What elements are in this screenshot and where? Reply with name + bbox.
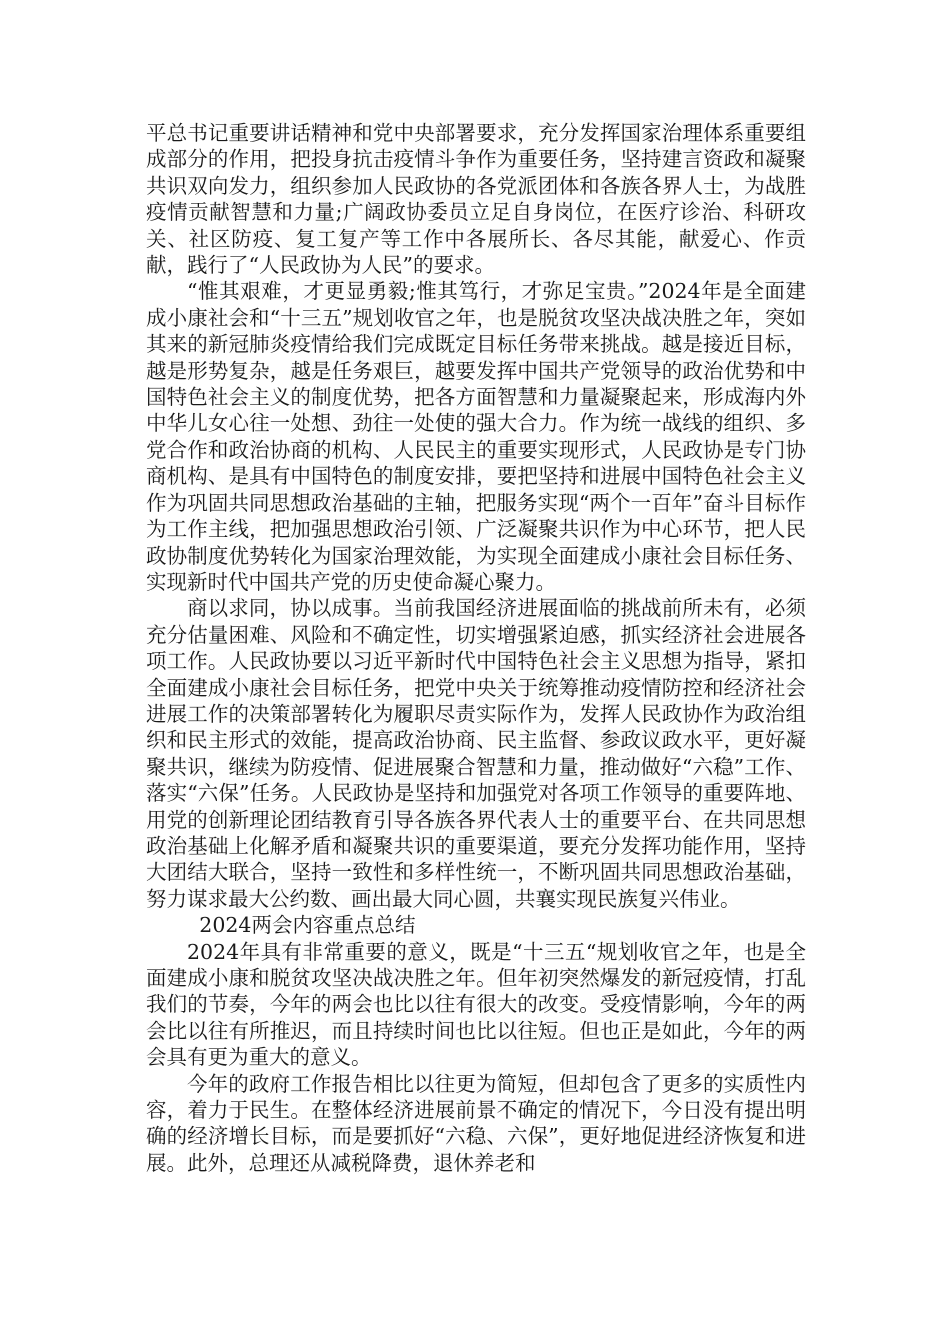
- paragraph-continued: 平总书记重要讲话精神和党中央部署要求，充分发挥国家治理体系重要组成部分的作用，把投身抗击疫情斗争作为重要任务，坚持建言资政和凝聚共识双向发力，组织参加人民政协的各党派团体和各族各界人士，为战胜疫情贡献智慧和力量;广阔政协委员立足自身岗位，在医疗诊治、科研攻关、社区防疫、复工复产等工作中各展所长、各尽其能，献爱心、作贡献，践行了“人民政协为人民”的要求。: [146, 121, 806, 278]
- section-heading: 2024两会内容重点总结: [199, 913, 416, 938]
- paragraph-consultation: 商以求同，协以成事。当前我国经济进展面临的挑战前所未有，必须充分估量困难、风险和不确定性，切实增强紧迫感，抓实经济社会进展各项工作。人民政协要以习近平新时代中国特色社会主义思想为指导，紧扣全面建成小康社会目标任务，把党中央关于统筹推动疫情防控和经济社会进展工作的决策部署转化为履职尽责实际作为，发挥人民政协作为政治组织和民主形式的效能，提高政治协商、民主监督、参政议政水平，更好凝聚共识，继续为防疫情、促进展聚合智慧和力量，推动做好“六稳”工作、落实“六保”任务。人民政协是坚持和加强党对各项工作领导的重要阵地、用党的创新理论团结教育引导各族各界代表人士的重要平台、在共同思想政治基础上化解矛盾和凝聚共识的重要渠道，要充分发挥功能作用，坚持大团结大联合，坚持一致性和多样性统一，不断巩固共同思想政治基础，努力谋求最大公约数、画出最大同心圆，共襄实现民族复兴伟业。: [146, 596, 806, 911]
- document-page: [146, 120, 806, 1176]
- section-paragraph-significance: 2024年具有非常重要的意义，既是“十三五“规划收官之年，也是全面建成小康和脱贫攻坚决战决胜之年。但年初突然爆发的新冠疫情，打乱我们的节奏，今年的两会也比以往有很大的改变。受疫情影响，今年的两会比以往有所推迟，而且持续时间也比以往短。但也正是如此，今年的两会具有更为重大的意义。: [146, 939, 806, 1070]
- section-paragraph-report: 今年的政府工作报告相比以往更为简短，但却包含了更多的实质性内容，着力于民生。在整体经济进展前景不确定的情况下，今日没有提出明确的经济增长目标，而是要抓好“六稳、六保”，更好地促进经济恢复和进展。此外，总理还从减税降费，退休养老和: [146, 1071, 806, 1175]
- paragraph-quote: “惟其艰难，才更显勇毅;惟其笃行，才弥足宝贵。”2024年是全面建成小康社会和“十三五”规划收官之年，也是脱贫攻坚决战决胜之年，突如其来的新冠肺炎疫情给我们完成既定目标任务带来挑战。越是接近目标，越是形势复杂，越是任务艰巨，越要发挥中国共产党领导的政治优势和中国特色社会主义的制度优势，把各方面智慧和力量凝聚起来，形成海内外中华儿女心往一处想、劲往一处使的强大合力。作为统一战线的组织、多党合作和政治协商的机构、人民民主的重要实现形式，人民政协是专门协商机构、是具有中国特色的制度安排，要把坚持和进展中国特色社会主义作为巩固共同思想政治基础的主轴，把服务实现“两个一百年”奋斗目标作为工作主线，把加强思想政治引领、广泛凝聚共识作为中心环节，把人民政协制度优势转化为国家治理效能，为实现全面建成小康社会目标任务、实现新时代中国共产党的历史使命凝心聚力。: [146, 279, 806, 594]
